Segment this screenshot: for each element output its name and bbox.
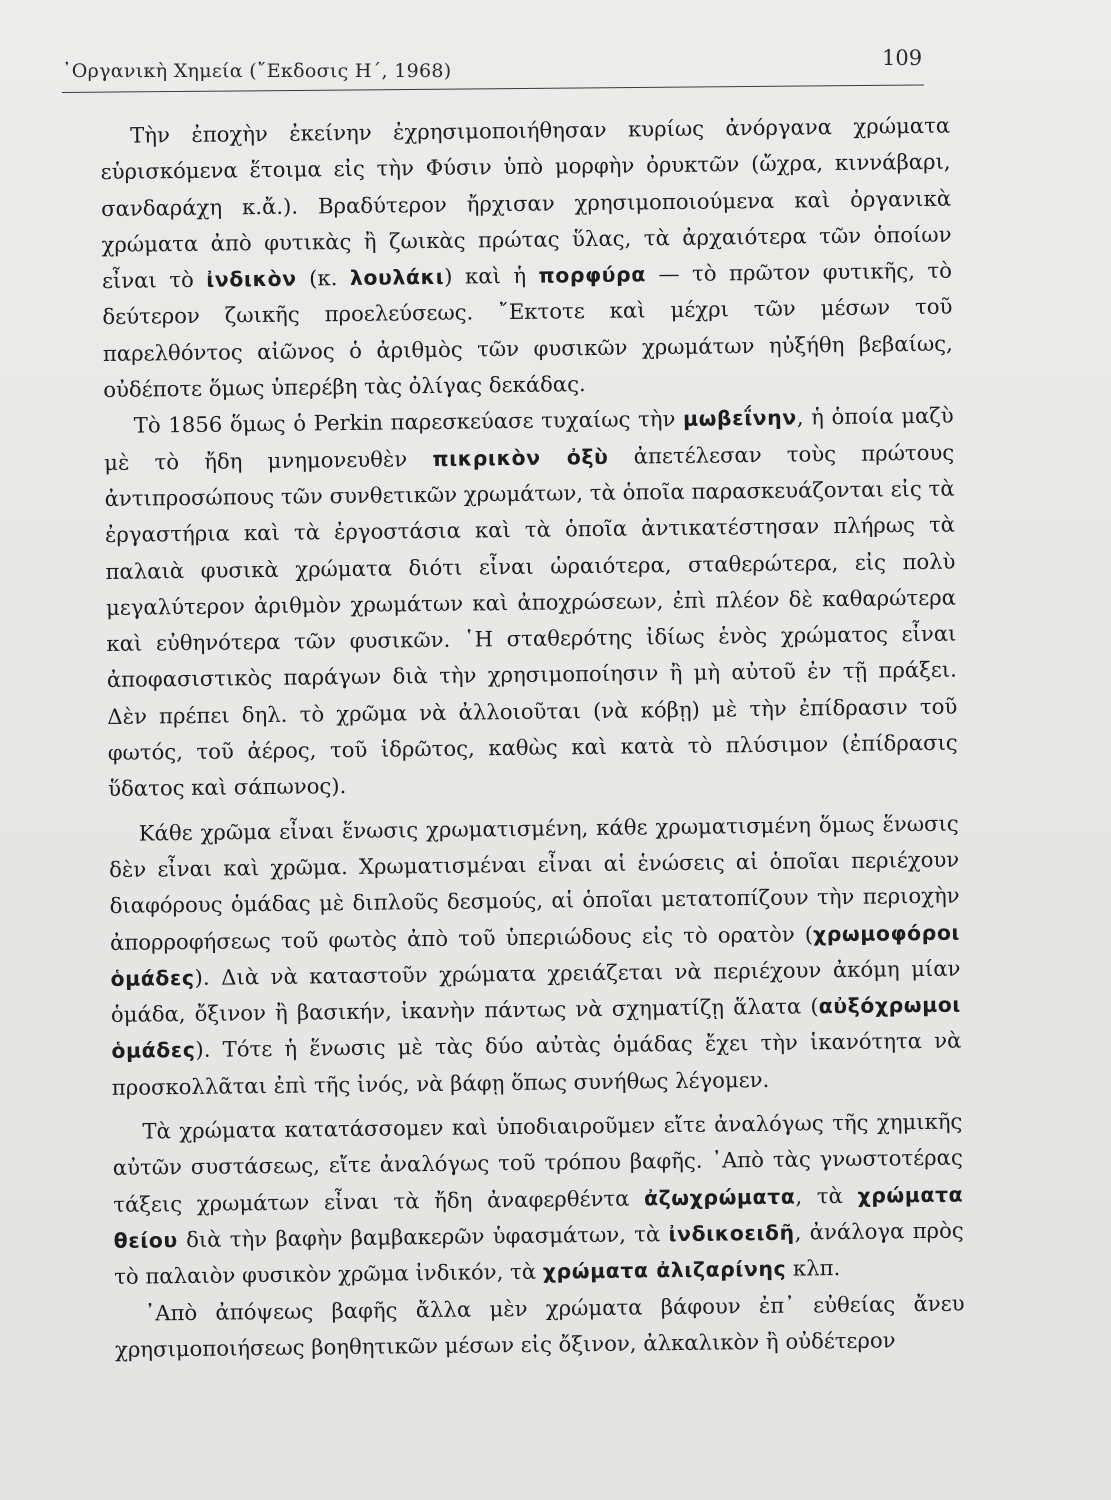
- text-run: (κ.: [296, 265, 351, 291]
- paragraph-5: [114, 1285, 965, 1368]
- term-azo-dyes: ἀζωχρώματα: [643, 1184, 796, 1211]
- text-run: Τὴν ἐποχὴν ἐκείνην ἐχρησιμοποιήθησαν κυρίως ἀνόργανα χρώματα εὑρισκόμενα ἕτοιμα εἰς τὴν Φύσιν ὑπὸ μορφὴν ὀρυκτῶν (ὤχρα, κιννάβαρι, σανδαράχη κ.ἄ.). Βραδύτερον ἤρχισαν χρησιμοποιούμενα καὶ ὀργανικὰ χρώματα ἀπὸ φυτικὰς ἢ ζωικὰς πρώτας ὕλας, τὰ ἀρχαιότερα τῶν ὁποίων εἶναι τὸ: [100, 112, 952, 294]
- text-run: ). Τότε ἡ ἕνωσις μὲ τὰς δύο αὐτὰς ὁμάδας ἔχει τὴν ἱκανότητα νὰ προσκολλᾶται ἐπὶ τῆς ἰνός, νὰ βάφῃ ὅπως συνήθως λέγομεν.: [111, 1027, 962, 1100]
- running-title: ᾿Οργανικὴ Χημεία (῎Εκδοσις Η΄, 1968): [62, 60, 452, 82]
- term-sulfur-dyes: χρώματα θείου: [113, 1182, 964, 1253]
- term-indigoids: ἰνδικοειδῆ: [668, 1220, 795, 1247]
- text-run: ). Διὰ νὰ καταστοῦν χρώματα χρειάζεται νὰ περιέχουν ἀκόμη μίαν ὁμάδα, ὄξινον ἢ βασικήν, ἱκανὴν πάντως νὰ σχηματίζῃ ἅλατα (: [110, 955, 961, 1028]
- paragraph-3: [109, 805, 962, 1106]
- term-chromophores: χρωμοφόροι ὁμάδες: [110, 920, 961, 991]
- page-number: 109: [882, 46, 923, 70]
- text-run: ἀπετέλεσαν τοὺς πρώτους ἀντιπροσώπους τῶν συνθετικῶν χρωμάτων, τὰ ὁποῖα παρασκευάζονται εἰς τὰ ἐργαστήρια καὶ τὰ ἐργοστάσια καὶ τὰ ὁποῖα ἀντικατέστησαν πλήρως τὰ παλαιὰ φυσικὰ χρώματα διότι εἶναι ὡραιότερα, σταθερώτερα, εἰς πολὺ μεγαλύτερον ἀριθμὸν χρωμάτων καὶ ἀποχρώσεων, ἐπὶ πλέον δὲ καθαρώτερα καὶ εὐθηνότερα τῶν φυσικῶν. ῾Η σταθερότης ἰδίως ἑνὸς χρώματος εἶναι ἀποφασιστικὸς παράγων διὰ τὴν χρησιμοποίησιν ἢ μὴ αὐτοῦ ἐν τῇ πράξει. Δὲν πρέπει δηλ. τὸ χρῶμα νὰ ἀλλοιοῦται (νὰ κόβῃ) μὲ τὴν ἐπίδρασιν τοῦ φωτός, τοῦ ἀέρος, τοῦ ἱδρῶτος, καθὼς καὶ κατὰ τὸ πλύσιμον (ἐπίδρασις ὕδατος καὶ σάπωνος).: [104, 439, 958, 802]
- body-text: [100, 108, 965, 1368]
- paragraph-1: [100, 108, 953, 409]
- term-porfyra: πορφύρα: [538, 262, 647, 288]
- header-rule: [62, 84, 924, 93]
- term-indikon: ἰνδικὸν: [206, 266, 297, 292]
- text-run: , ἡ ὁποία μαζὺ μὲ τὸ ἤδη μνημονευθὲν: [104, 402, 954, 475]
- text-run: κλπ.: [786, 1255, 841, 1281]
- term-loulaki: λουλάκι: [349, 264, 445, 291]
- paragraph-2: [104, 398, 959, 808]
- text-run: ) καὶ ἡ: [444, 262, 539, 289]
- term-alizarin-dyes: χρώματα ἀλιζαρίνης: [542, 1256, 787, 1284]
- term-mauveine: μωβεΐνην: [682, 405, 797, 432]
- text-run: ᾿Απὸ ἀπόψεως βαφῆς ἄλλα μὲν χρώματα βάφουν ἐπ᾿ εὐθείας ἄνευ χρησιμοποιήσεως βοηθητικῶν μέσων εἰς ὄξινον, ἀλκαλικὸν ἢ οὐδέτερον: [114, 1290, 965, 1362]
- term-auxochromes: αὐξόχρωμοι ὁμάδες: [111, 992, 962, 1064]
- text-run: , ἀνάλογα πρὸς τὸ παλαιὸν φυσικὸν χρῶμα ἰνδικόν, τὰ: [114, 1217, 964, 1290]
- text-run: Τὰ χρώματα κατατάσσομεν καὶ ὑποδιαιροῦμεν εἴτε ἀναλόγως τῆς χημικῆς αὐτῶν συστάσεως, εἴτε ἀναλόγως τοῦ τρόπου βαφῆς. ᾿Απὸ τὰς γνωστοτέρας τάξεις χρωμάτων εἶναι τὰ ἤδη ἀναφερθέντα: [112, 1108, 963, 1217]
- text-run: Τὸ 1856 ὅμως ὁ Perkin παρεσκεύασε τυχαίως τὴν: [133, 406, 684, 438]
- paragraph-4: [112, 1104, 964, 1296]
- text-run: — τὸ πρῶτον φυτικῆς, τὸ δεύτερον ζωικῆς προελεύσεως. ῎Εκτοτε καὶ μέχρι τῶν μέσων τοῦ παρελθόντος αἰῶνος ὁ ἀριθμὸς τῶν φυσικῶν χρωμάτων ηὐξήθη βεβαίως, οὐδέποτε ὅμως ὑπερέβη τὰς ὀλίγας δεκάδας.: [102, 257, 953, 403]
- text-run: διὰ τὴν βαφὴν βαμβακερῶν ὑφασμάτων, τὰ: [177, 1221, 669, 1253]
- term-picric-acid: πικρικὸν ὀξὺ: [432, 444, 609, 471]
- text-run: Κάθε χρῶμα εἶναι ἕνωσις χρωματισμένη, κάθε χρωματισμένη ὅμως ἕνωσις δὲν εἶναι καὶ χρῶμα. Χρωματισμέναι εἶναι αἱ ἑνώσεις αἱ ὁποῖαι περιέχουν διαφόρους ὁμάδας μὲ διπλοῦς δεσμούς, αἱ ὁποῖαι μετατοπίζουν τὴν περιοχὴν ἀπορροφήσεως τοῦ φωτὸς ἀπὸ τοῦ ὑπεριώδους εἰς τὸ ορατὸν (: [109, 810, 960, 955]
- text-run: , τὰ: [795, 1182, 858, 1209]
